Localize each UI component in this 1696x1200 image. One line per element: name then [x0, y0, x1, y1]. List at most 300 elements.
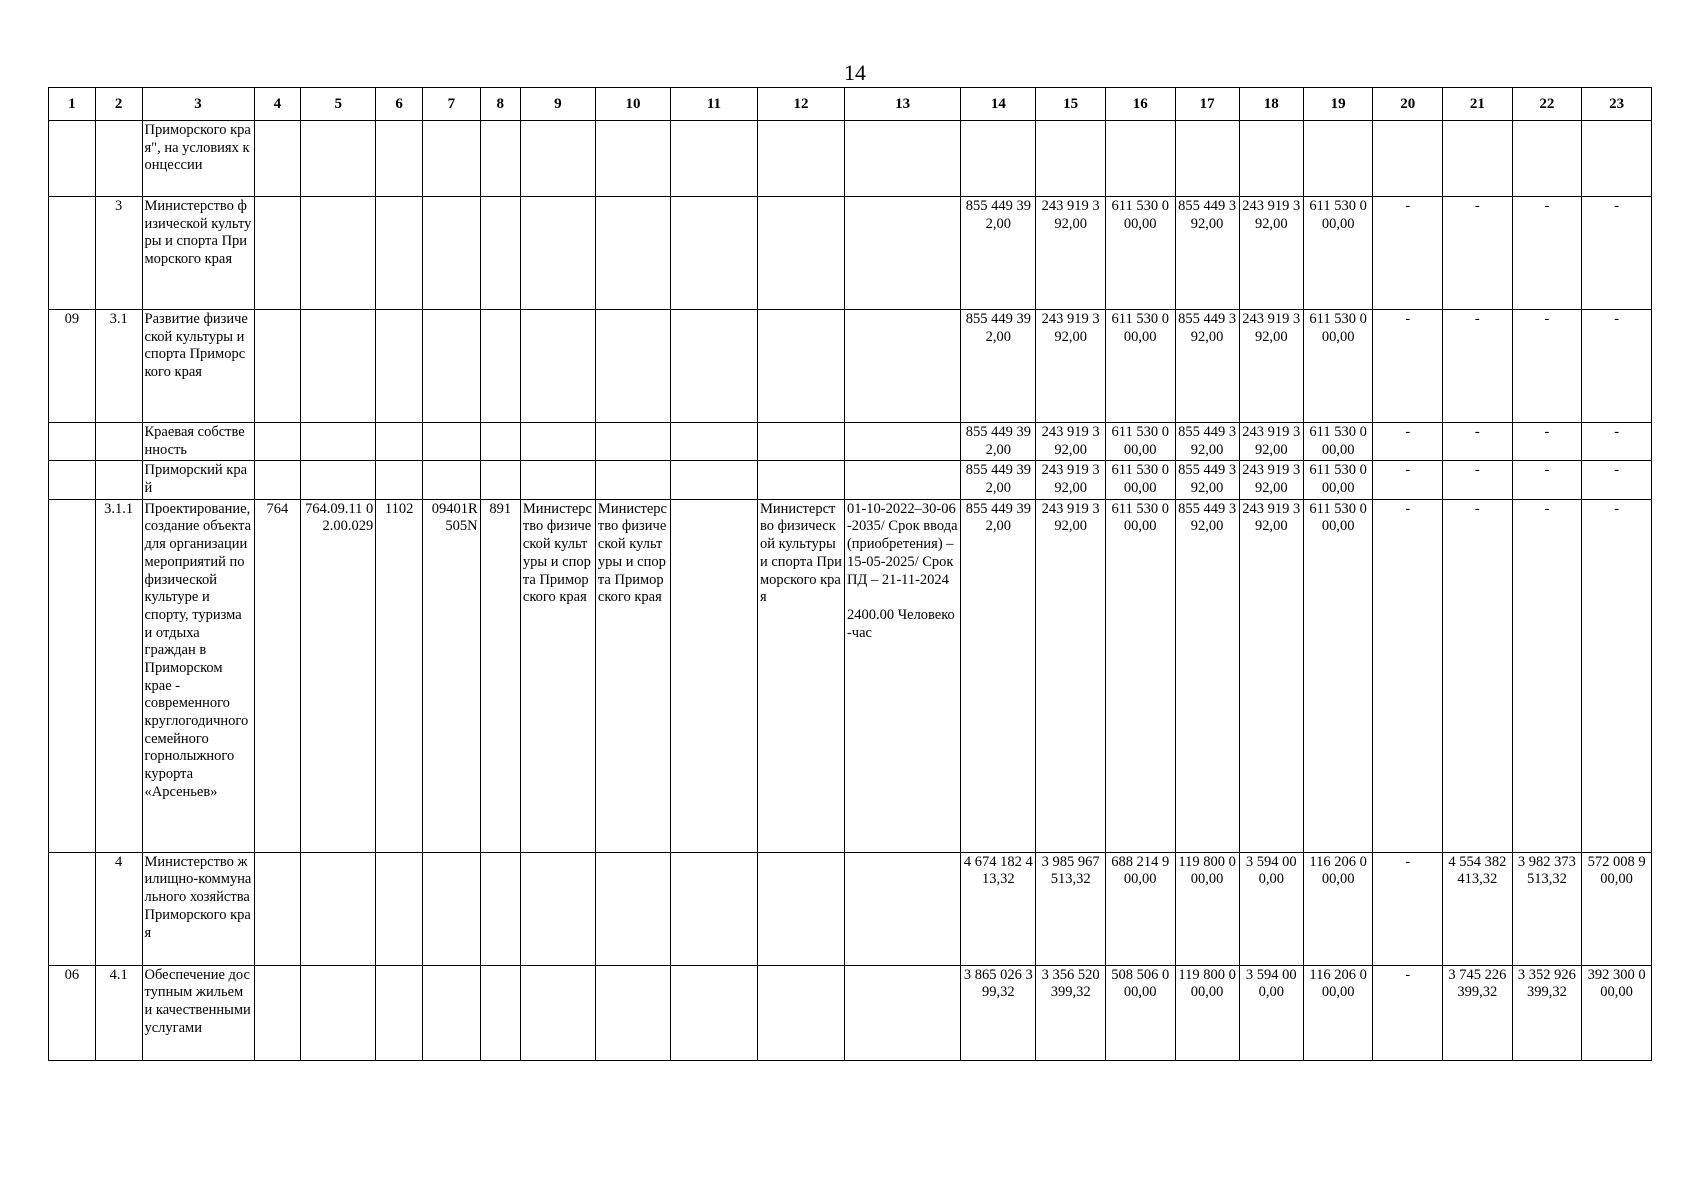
cell-text: 06: [64, 966, 80, 983]
table-cell: [254, 121, 301, 197]
table-cell: [49, 461, 96, 499]
table-cell: [595, 423, 670, 461]
column-header: 14: [961, 88, 1036, 121]
column-header: 3: [142, 88, 254, 121]
column-header: 17: [1175, 88, 1239, 121]
table-cell: [254, 461, 301, 499]
cell-text: 611 530 000,00: [1111, 311, 1169, 345]
table-cell: [142, 310, 254, 423]
table-cell: [757, 461, 844, 499]
table-cell: [1105, 197, 1175, 310]
table-cell: [595, 121, 670, 197]
table-cell: [254, 310, 301, 423]
cell-text: -: [1544, 424, 1550, 440]
cell-text: Министерство физической культуры и спорта Приморского края: [522, 500, 592, 606]
table-cell: [844, 121, 960, 197]
cell-text: -: [1614, 311, 1620, 327]
cell-text: Приморского края", на условиях концессии: [144, 122, 251, 174]
table-cell: [520, 965, 595, 1060]
table-cell: [670, 852, 757, 965]
table-cell: [961, 499, 1036, 852]
table-cell: [1175, 197, 1239, 310]
table-cell: [95, 121, 142, 197]
cell-text: 3 594 000,00: [1245, 853, 1297, 888]
table-cell: [757, 121, 844, 197]
table-cell: [1373, 499, 1443, 852]
table-cell: [1303, 423, 1373, 461]
cell-text: Обеспечение доступным жильем и качественными услугами: [144, 966, 251, 1036]
table-cell: [670, 499, 757, 852]
table-cell: [301, 423, 376, 461]
column-header: 23: [1582, 88, 1652, 121]
table-row: [49, 423, 1652, 461]
column-header: 19: [1303, 88, 1373, 121]
cell-text: -: [1405, 966, 1411, 983]
table-cell: [1105, 852, 1175, 965]
column-header: 10: [595, 88, 670, 121]
table-row: [49, 461, 1652, 499]
cell-text: 4.1: [109, 966, 128, 983]
table-cell: [1036, 461, 1106, 499]
cell-text: -: [1405, 198, 1411, 214]
table-cell: [961, 852, 1036, 965]
table-cell: [520, 499, 595, 852]
table-cell: [1303, 965, 1373, 1060]
cell-text: 611 530 000,00: [1309, 462, 1367, 497]
column-header: 20: [1373, 88, 1443, 121]
cell-text: -: [1614, 424, 1620, 440]
column-header: 7: [423, 88, 481, 121]
table-cell: [1512, 852, 1582, 965]
cell-text: 243 919 392,00: [1242, 311, 1301, 345]
table-cell: [1303, 461, 1373, 499]
table-cell: [49, 310, 96, 423]
table-cell: [254, 965, 301, 1060]
table-cell: [423, 121, 481, 197]
table-cell: [1512, 461, 1582, 499]
table-cell: [1175, 461, 1239, 499]
table-cell: [376, 461, 423, 499]
cell-text: 3 985 967 513,32: [1041, 853, 1100, 888]
cell-text: Приморский край: [144, 462, 248, 497]
table-cell: [1303, 852, 1373, 965]
cell-text: Проектирование, создание объекта для организации мероприятий по физической культуре и спорту, туризма и отдыха граждан в Приморском крае - современного круглогодичного семейного горнолыжного курорта «Арсеньев»: [144, 500, 252, 800]
table-cell: [670, 423, 757, 461]
table-cell: [1175, 852, 1239, 965]
table-cell: [480, 965, 520, 1060]
table-cell: [49, 965, 96, 1060]
column-header: 6: [376, 88, 423, 121]
table-cell: [1175, 423, 1239, 461]
table-cell: [376, 310, 423, 423]
table-cell: [520, 852, 595, 965]
table-cell: [1036, 852, 1106, 965]
cell-text: 3 982 373 513,32: [1517, 853, 1576, 888]
cell-text: 243 919 392,00: [1041, 462, 1100, 497]
cell-text: -: [1474, 198, 1480, 214]
table-cell: [254, 499, 301, 852]
column-header: 9: [520, 88, 595, 121]
column-header: 11: [670, 88, 757, 121]
cell-text: 855 449 392,00: [965, 198, 1031, 232]
table-cell: [1105, 423, 1175, 461]
table-cell: [480, 461, 520, 499]
cell-text: 119 800 000,00: [1178, 853, 1236, 888]
table-cell: [95, 852, 142, 965]
table-cell: [1582, 499, 1652, 852]
table-cell: [1582, 852, 1652, 965]
cell-text: -: [1614, 198, 1620, 214]
table-cell: [1105, 965, 1175, 1060]
table-cell: [1303, 121, 1373, 197]
table-cell: [376, 121, 423, 197]
table-cell: [520, 310, 595, 423]
cell-text: 611 530 000,00: [1111, 500, 1169, 535]
column-header: 22: [1512, 88, 1582, 121]
table-cell: [1373, 965, 1443, 1060]
table-cell: [1239, 461, 1303, 499]
table-row: [49, 965, 1652, 1060]
cell-text: 611 530 000,00: [1309, 424, 1367, 458]
table-cell: [480, 310, 520, 423]
table-cell: [95, 197, 142, 310]
table-row: [49, 197, 1652, 310]
table-cell: [520, 121, 595, 197]
table-cell: [1512, 197, 1582, 310]
cell-text: 508 506 000,00: [1111, 966, 1170, 1001]
cell-text: 119 800 000,00: [1178, 966, 1236, 1001]
table-cell: [1582, 121, 1652, 197]
table-cell: [376, 965, 423, 1060]
column-header: 8: [480, 88, 520, 121]
table-cell: [480, 197, 520, 310]
table-cell: [595, 461, 670, 499]
column-header: 15: [1036, 88, 1106, 121]
table-cell: [95, 423, 142, 461]
table-cell: [1239, 499, 1303, 852]
table-row: [49, 121, 1652, 197]
cell-text: -: [1544, 462, 1550, 479]
cell-text: 611 530 000,00: [1309, 198, 1367, 232]
table-cell: [301, 852, 376, 965]
cell-text: -: [1405, 462, 1411, 479]
cell-text: -: [1544, 311, 1550, 327]
table-cell: [520, 461, 595, 499]
table-cell: [844, 423, 960, 461]
table-cell: [1373, 852, 1443, 965]
cell-text: 855 449 392,00: [965, 462, 1031, 497]
table-cell: [1443, 197, 1513, 310]
table-cell: [1303, 310, 1373, 423]
table-cell: [301, 461, 376, 499]
cell-text: 764: [266, 500, 289, 517]
cell-text: 243 919 392,00: [1242, 500, 1301, 535]
cell-text: 243 919 392,00: [1041, 311, 1100, 345]
table-cell: [480, 423, 520, 461]
cell-text: -: [1614, 500, 1620, 517]
table-cell: [1175, 499, 1239, 852]
table-cell: [1443, 499, 1513, 852]
table-cell: [49, 423, 96, 461]
column-header: 1: [49, 88, 96, 121]
table-cell: [142, 852, 254, 965]
table-cell: [376, 852, 423, 965]
cell-text: 1102: [384, 500, 414, 517]
cell-text: Министерство жилищно-коммунального хозяйства Приморского края: [144, 853, 252, 941]
table-cell: [961, 310, 1036, 423]
table-cell: [49, 121, 96, 197]
table-cell: [480, 852, 520, 965]
column-header: 18: [1239, 88, 1303, 121]
table-cell: [95, 310, 142, 423]
table-cell: [1373, 197, 1443, 310]
table-cell: [961, 121, 1036, 197]
table-cell: [844, 499, 960, 852]
cell-text: -: [1544, 198, 1550, 214]
table-cell: [844, 965, 960, 1060]
cell-text: Развитие физической культуры и спорта Приморского края: [144, 311, 248, 381]
table-cell: [1443, 852, 1513, 965]
table-cell: [961, 965, 1036, 1060]
table-cell: [757, 423, 844, 461]
column-header: 12: [757, 88, 844, 121]
table-cell: [520, 423, 595, 461]
table-cell: [254, 197, 301, 310]
table-cell: [142, 197, 254, 310]
table-cell: [95, 965, 142, 1060]
column-header: 21: [1443, 88, 1513, 121]
table-cell: [254, 423, 301, 461]
column-header: 16: [1105, 88, 1175, 121]
page-number: 14: [844, 60, 866, 85]
table-cell: [1036, 499, 1106, 852]
table-cell: [1239, 197, 1303, 310]
column-header: 2: [95, 88, 142, 121]
cell-text: 855 449 392,00: [1178, 500, 1237, 535]
table-cell: [142, 121, 254, 197]
table-cell: [1239, 965, 1303, 1060]
cell-text: 243 919 392,00: [1041, 424, 1100, 458]
table-cell: [844, 852, 960, 965]
cell-text: 3 356 520 399,32: [1041, 966, 1100, 1001]
cell-text: 611 530 000,00: [1111, 462, 1169, 497]
cell-text: 764.09.11 02.00.029: [304, 500, 374, 535]
cell-text-extra: 2400.00 Человеко-час: [846, 607, 955, 641]
cell-text: -: [1405, 311, 1411, 327]
table-cell: [1373, 461, 1443, 499]
table-cell: [254, 852, 301, 965]
table-cell: [301, 310, 376, 423]
table-cell: [670, 310, 757, 423]
column-header: 5: [301, 88, 376, 121]
cell-text: 855 449 392,00: [1178, 198, 1237, 232]
table-cell: [757, 197, 844, 310]
table-cell: [1582, 965, 1652, 1060]
table-cell: [1239, 852, 1303, 965]
cell-text: 243 919 392,00: [1242, 462, 1301, 497]
cell-text: 09: [64, 311, 80, 327]
table-cell: [757, 852, 844, 965]
cell-text: 611 530 000,00: [1309, 500, 1367, 535]
table-cell: [1512, 423, 1582, 461]
cell-text: 891: [489, 500, 512, 517]
table-cell: [1373, 310, 1443, 423]
table-cell: [301, 121, 376, 197]
table-cell: [1036, 965, 1106, 1060]
table-cell: [1105, 461, 1175, 499]
table-cell: [1582, 197, 1652, 310]
cell-text: -: [1474, 500, 1480, 517]
cell-text: 3 745 226 399,32: [1448, 966, 1507, 1001]
cell-text: 611 530 000,00: [1111, 198, 1169, 232]
table-cell: [520, 197, 595, 310]
table-cell: [961, 197, 1036, 310]
table-cell: [1582, 310, 1652, 423]
cell-text: 243 919 392,00: [1242, 198, 1301, 232]
cell-text: 855 449 392,00: [1178, 462, 1237, 497]
cell-text: 611 530 000,00: [1309, 311, 1367, 345]
cell-text: 01-10-2022–30-06-2035/ Срок ввода (приобретения) – 15-05-2025/ Срок ПД – 21-11-2024: [846, 500, 958, 588]
table-cell: [1582, 423, 1652, 461]
table-cell: [595, 499, 670, 852]
table-cell: [670, 461, 757, 499]
column-header: 4: [254, 88, 301, 121]
cell-text: -: [1405, 853, 1411, 870]
table-cell: [757, 310, 844, 423]
table-cell: [301, 965, 376, 1060]
table-cell: [1175, 310, 1239, 423]
table-cell: [1512, 310, 1582, 423]
table-cell: [1036, 423, 1106, 461]
cell-text: 3 865 026 399,32: [963, 966, 1033, 1001]
table-cell: [670, 965, 757, 1060]
table-cell: [142, 965, 254, 1060]
table-cell: [142, 461, 254, 499]
table-cell: [423, 461, 481, 499]
table-cell: [757, 965, 844, 1060]
table-cell: [1239, 121, 1303, 197]
cell-text: 855 449 392,00: [965, 424, 1031, 458]
cell-text: Министерство физической культуры и спорта Приморского края: [759, 500, 842, 606]
budget-table: [48, 87, 1652, 1061]
table-cell: [376, 423, 423, 461]
cell-text: 243 919 392,00: [1242, 424, 1301, 458]
table-cell: [1175, 121, 1239, 197]
table-cell: [595, 197, 670, 310]
cell-text: Министерство физической культуры и спорта Приморского края: [144, 198, 252, 268]
cell-text: 855 449 392,00: [965, 500, 1031, 535]
cell-text: 116 206 000,00: [1309, 966, 1367, 1001]
table-cell: [1512, 965, 1582, 1060]
cell-text: -: [1474, 462, 1480, 479]
table-cell: [376, 499, 423, 852]
table-cell: [1512, 121, 1582, 197]
table-cell: [49, 197, 96, 310]
cell-text: 688 214 900,00: [1111, 853, 1170, 888]
table-cell: [595, 310, 670, 423]
table-cell: [1239, 423, 1303, 461]
table-row: [49, 499, 1652, 852]
table-cell: [1105, 121, 1175, 197]
table-cell: [423, 310, 481, 423]
table-cell: [670, 121, 757, 197]
cell-text: 4 554 382 413,32: [1448, 853, 1507, 888]
cell-text: Министерство физической культуры и спорта Приморского края: [597, 500, 667, 606]
table-cell: [1443, 423, 1513, 461]
cell-text: 3.1.1: [104, 500, 134, 517]
table-cell: [1443, 121, 1513, 197]
cell-text: 855 449 392,00: [1178, 424, 1237, 458]
table-cell: [1512, 499, 1582, 852]
table-cell: [1303, 197, 1373, 310]
table-cell: [1443, 461, 1513, 499]
cell-text: 855 449 392,00: [965, 311, 1031, 345]
cell-text: 243 919 392,00: [1041, 500, 1100, 535]
table-cell: [423, 499, 481, 852]
table-cell: [595, 965, 670, 1060]
table-cell: [301, 197, 376, 310]
table-cell: [142, 423, 254, 461]
table-row: [49, 852, 1652, 965]
table-cell: [301, 499, 376, 852]
cell-text: 3.1: [109, 311, 128, 327]
table-cell: [1036, 310, 1106, 423]
cell-text: 4: [115, 853, 123, 870]
table-cell: [961, 461, 1036, 499]
cell-text: 3 352 926 399,32: [1517, 966, 1576, 1001]
table-cell: [844, 461, 960, 499]
header-row: [49, 88, 1652, 121]
cell-text: -: [1474, 311, 1480, 327]
table-cell: [757, 499, 844, 852]
column-header: 13: [844, 88, 960, 121]
cell-text: -: [1614, 462, 1620, 479]
cell-text: -: [1474, 424, 1480, 440]
table-cell: [423, 197, 481, 310]
cell-text: 611 530 000,00: [1111, 424, 1169, 458]
table-cell: [844, 197, 960, 310]
table-cell: [142, 499, 254, 852]
cell-text: -: [1405, 500, 1411, 517]
cell-text: -: [1544, 500, 1550, 517]
table-cell: [480, 499, 520, 852]
cell-text: Краевая собственность: [144, 424, 245, 458]
cell-text: 116 206 000,00: [1309, 853, 1367, 888]
table-cell: [423, 852, 481, 965]
cell-text: 3: [115, 198, 123, 214]
table-cell: [670, 197, 757, 310]
table-cell: [595, 852, 670, 965]
cell-text: 09401R 505N: [431, 500, 478, 535]
table-cell: [95, 461, 142, 499]
table-cell: [1582, 461, 1652, 499]
table-cell: [1239, 310, 1303, 423]
cell-text: 243 919 392,00: [1041, 198, 1100, 232]
cell-text: 3 594 000,00: [1245, 966, 1297, 1001]
table-cell: [423, 423, 481, 461]
table-cell: [1373, 121, 1443, 197]
table-cell: [1105, 499, 1175, 852]
table-cell: [1443, 965, 1513, 1060]
cell-text: -: [1405, 424, 1411, 440]
table-cell: [1175, 965, 1239, 1060]
table-cell: [1036, 197, 1106, 310]
table-cell: [480, 121, 520, 197]
cell-text: 392 300 000,00: [1587, 966, 1646, 1001]
table-cell: [49, 499, 96, 852]
table-cell: [1036, 121, 1106, 197]
cell-text: 4 674 182 413,32: [963, 853, 1033, 888]
